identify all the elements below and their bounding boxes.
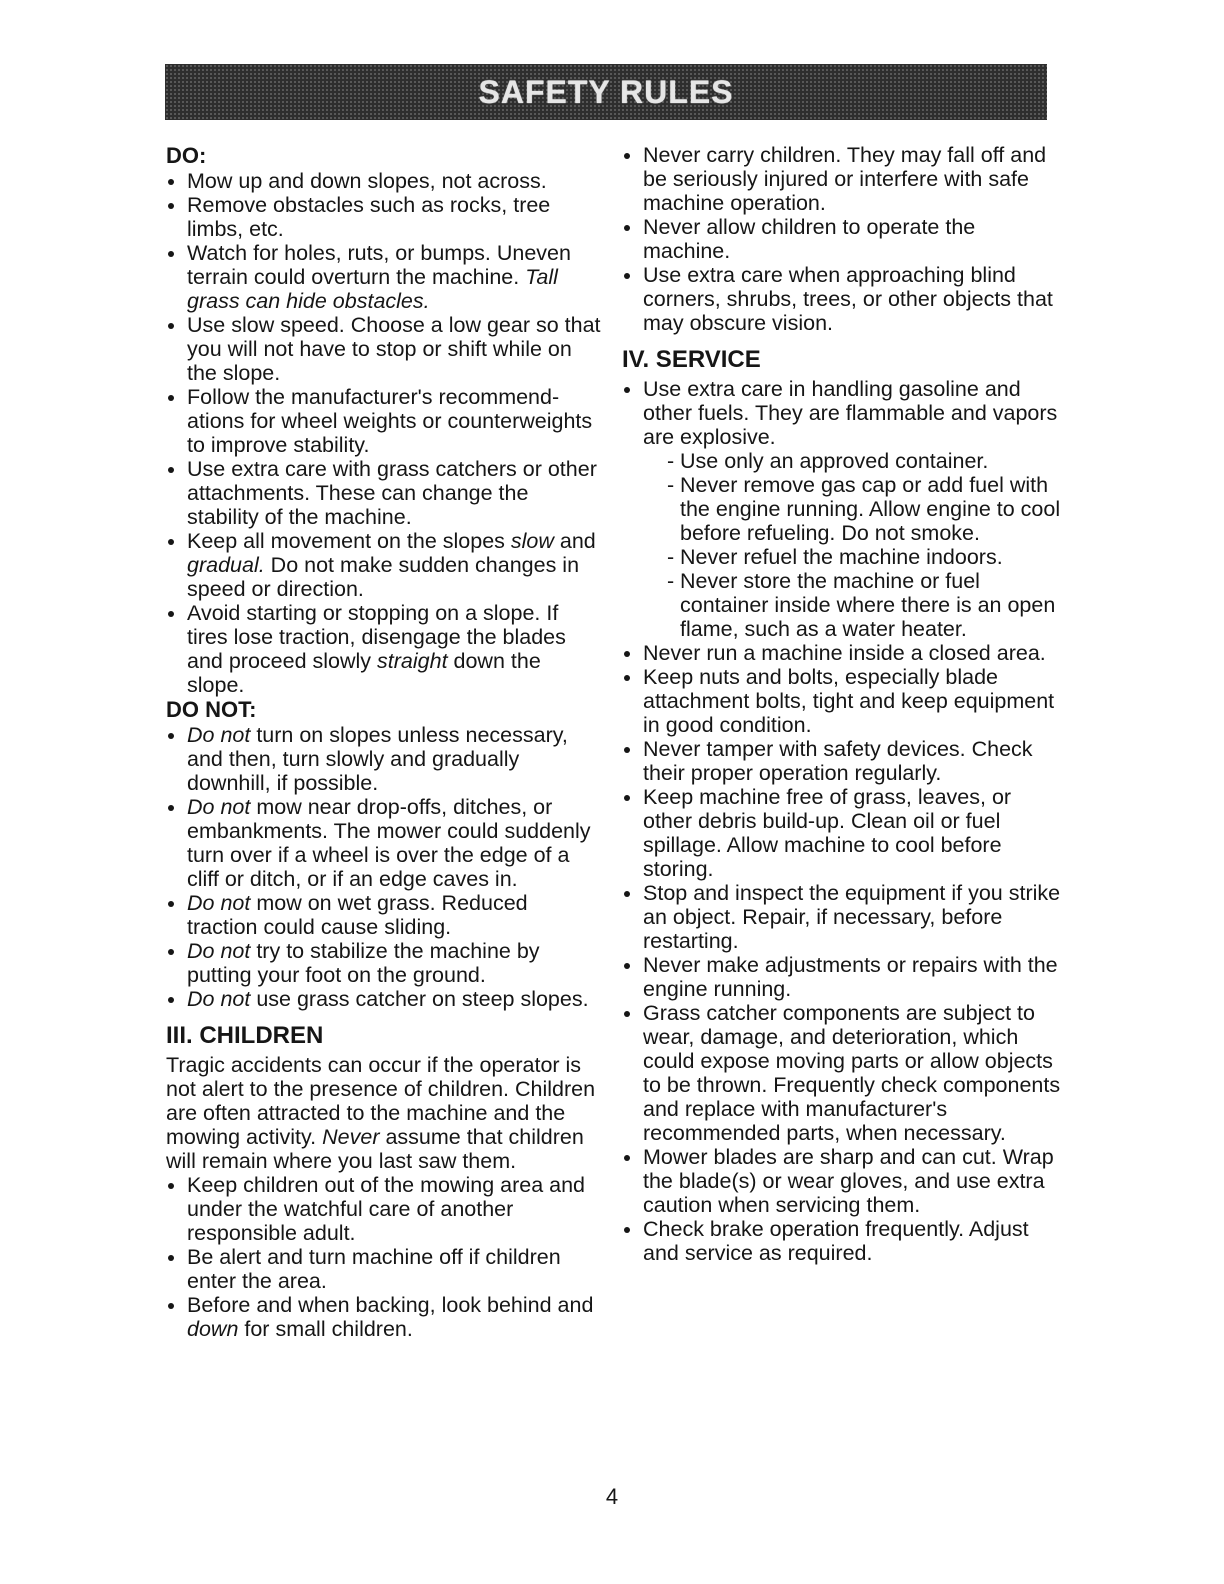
text-run: turn on slopes unless necessary, and then, turn slowly and gradually downhill, if possible. — [187, 723, 568, 795]
emphasis-text: Do not — [187, 723, 251, 747]
list-item — [622, 143, 1062, 215]
list-item — [166, 169, 602, 193]
fuel-subitem: - Use only an approved container. — [667, 449, 1062, 473]
list-item — [166, 313, 602, 385]
list-item — [166, 385, 602, 457]
list-item — [622, 881, 1062, 953]
list-item — [166, 939, 602, 987]
children-heading: III. CHILDREN — [166, 1022, 324, 1049]
list-item — [622, 1145, 1062, 1217]
do-not-heading: DO NOT: — [166, 697, 257, 722]
fuel-subitem: - Never remove gas cap or add fuel with the engine running. Allow engine to cool before refueling. Do not smoke. — [667, 473, 1062, 545]
list-item — [166, 1245, 602, 1293]
fuel-subitem: - Never refuel the machine indoors. — [667, 545, 1062, 569]
do-list — [166, 169, 602, 697]
do-not-list — [166, 723, 602, 1011]
text-run: Use extra care when approaching blind corners, shrubs, trees, or other objects that may obscure vision. — [643, 263, 1053, 335]
list-item — [166, 241, 602, 313]
list-item — [166, 723, 602, 795]
text-run: Avoid starting or stopping on a slope. If tires lose traction, disengage the blades and proceed slowly — [187, 601, 566, 673]
text-run: Never allow children to operate the machine. — [643, 215, 976, 263]
service-list — [622, 641, 1062, 1265]
text-run: Keep all movement on the slopes — [187, 529, 511, 553]
emphasis-text: Do not — [187, 987, 251, 1011]
list-item — [166, 193, 602, 241]
list-item — [166, 987, 602, 1011]
emphasis-text: Tall grass can hide obstacles. — [187, 265, 558, 313]
children-list — [166, 1173, 602, 1341]
fuel-subitems — [643, 449, 1062, 641]
text-run: Keep machine free of grass, leaves, or other debris build-up. Clean oil or fuel spillage. Allow machine to cool before storing. — [643, 785, 1012, 881]
list-item — [622, 215, 1062, 263]
text-run: Never run a machine inside a closed area. — [643, 641, 1046, 665]
list-item — [622, 1217, 1062, 1265]
list-item — [622, 665, 1062, 737]
list-item — [166, 891, 602, 939]
left-column — [166, 143, 602, 1341]
text-run: Never tamper with safety devices. Check their proper operation regularly. — [643, 737, 1033, 785]
list-item — [166, 1173, 602, 1245]
list-item — [622, 377, 1062, 641]
text-run: Keep children out of the mowing area and under the watchful care of another responsible adult. — [187, 1173, 586, 1245]
text-run: try to stabilize the machine by putting your foot on the ground. — [187, 939, 540, 987]
emphasis-text: gradual. — [187, 553, 265, 577]
text-run: Before and when backing, look behind and — [187, 1293, 594, 1317]
service-heading: IV. SERVICE — [622, 346, 761, 373]
text-run: Keep nuts and bolts, especially blade attachment bolts, tight and keep equipment in good condition. — [643, 665, 1055, 737]
text-run: Never carry children. They may fall off and be seriously injured or interfere with safe machine operation. — [643, 143, 1047, 215]
emphasis-text: down — [187, 1317, 239, 1341]
page-number: 4 — [605, 1484, 619, 1509]
list-item — [166, 529, 602, 601]
emphasis-text: slow — [510, 529, 554, 553]
list-item — [622, 785, 1062, 881]
list-item — [622, 953, 1062, 1001]
text-run: assume that children will remain where you last saw them. — [166, 1125, 584, 1173]
text-run: Use slow speed. Choose a low gear so that you will not have to stop or shift while on the slope. — [187, 313, 601, 385]
text-run: use grass catcher on steep slopes. — [250, 987, 589, 1011]
fuel-subitem: - Never store the machine or fuel container inside where there is an open flame, such as a water heater. — [667, 569, 1062, 641]
fuel-list — [622, 377, 1062, 641]
children-continued-list — [622, 143, 1062, 335]
text-run: Mow up and down slopes, not across. — [187, 169, 547, 193]
text-run: Mower blades are sharp and can cut. Wrap the blade(s) or wear gloves, and use extra caution when servicing them. — [643, 1145, 1054, 1217]
list-item — [622, 641, 1062, 665]
emphasis-text: Do not — [187, 795, 251, 819]
do-heading: DO: — [166, 143, 207, 168]
right-column — [622, 143, 1062, 1265]
children-intro — [166, 1053, 602, 1173]
text-run: mow near drop-offs, ditches, or embankments. The mower could suddenly turn over if a wheel is over the edge of a cliff or ditch, or if an edge caves in. — [187, 795, 591, 891]
text-run: down the slope. — [187, 649, 541, 697]
text-run: Tragic accidents can occur if the operator is not alert to the presence of children. Children are often attracted to the machine and the mowing activity. — [166, 1053, 596, 1149]
emphasis-text: Do not — [187, 891, 251, 915]
text-run: Watch for holes, ruts, or bumps. Uneven terrain could overturn the machine. — [187, 241, 571, 289]
text-run: for small children. — [238, 1317, 413, 1341]
list-item — [622, 1001, 1062, 1145]
text-run: Never make adjustments or repairs with the engine running. — [643, 953, 1058, 1001]
fuel-item-text: Use extra care in handling gasoline and other fuels. They are flammable and vapors are explosive. — [643, 377, 1058, 449]
text-run: and — [553, 529, 596, 553]
text-run: Stop and inspect the equipment if you strike an object. Repair, if necessary, before restarting. — [643, 881, 1061, 953]
text-run: Use extra care with grass catchers or other attachments. These can change the stability of the machine. — [187, 457, 597, 529]
list-item — [166, 1293, 602, 1341]
emphasis-text: Do not — [187, 939, 251, 963]
text-run: Be alert and turn machine off if children enter the area. — [187, 1245, 561, 1293]
text-run: Grass catcher components are subject to wear, damage, and deterioration, which could expose moving parts or allow objects to be thrown. Frequently check components and replace with manufacturer's recommended parts, when necessary. — [643, 1001, 1061, 1145]
page-title: SAFETY RULES — [478, 73, 734, 110]
list-item — [166, 457, 602, 529]
list-item — [622, 263, 1062, 335]
text-run: Do not make sudden changes in speed or direction. — [187, 553, 580, 601]
emphasis-text: Never — [322, 1125, 380, 1149]
list-item — [166, 795, 602, 891]
text-run: Remove obstacles such as rocks, tree limbs, etc. — [187, 193, 551, 241]
list-item — [166, 601, 602, 697]
text-run: mow on wet grass. Reduced traction could cause sliding. — [187, 891, 528, 939]
text-run: Check brake operation frequently. Adjust and service as required. — [643, 1217, 1029, 1265]
safety-rules-banner — [165, 64, 1047, 120]
text-run: Follow the manufacturer's recommendations for wheel weights or counterweights to improve stability. — [187, 385, 593, 457]
emphasis-text: straight — [377, 649, 448, 673]
list-item — [622, 737, 1062, 785]
